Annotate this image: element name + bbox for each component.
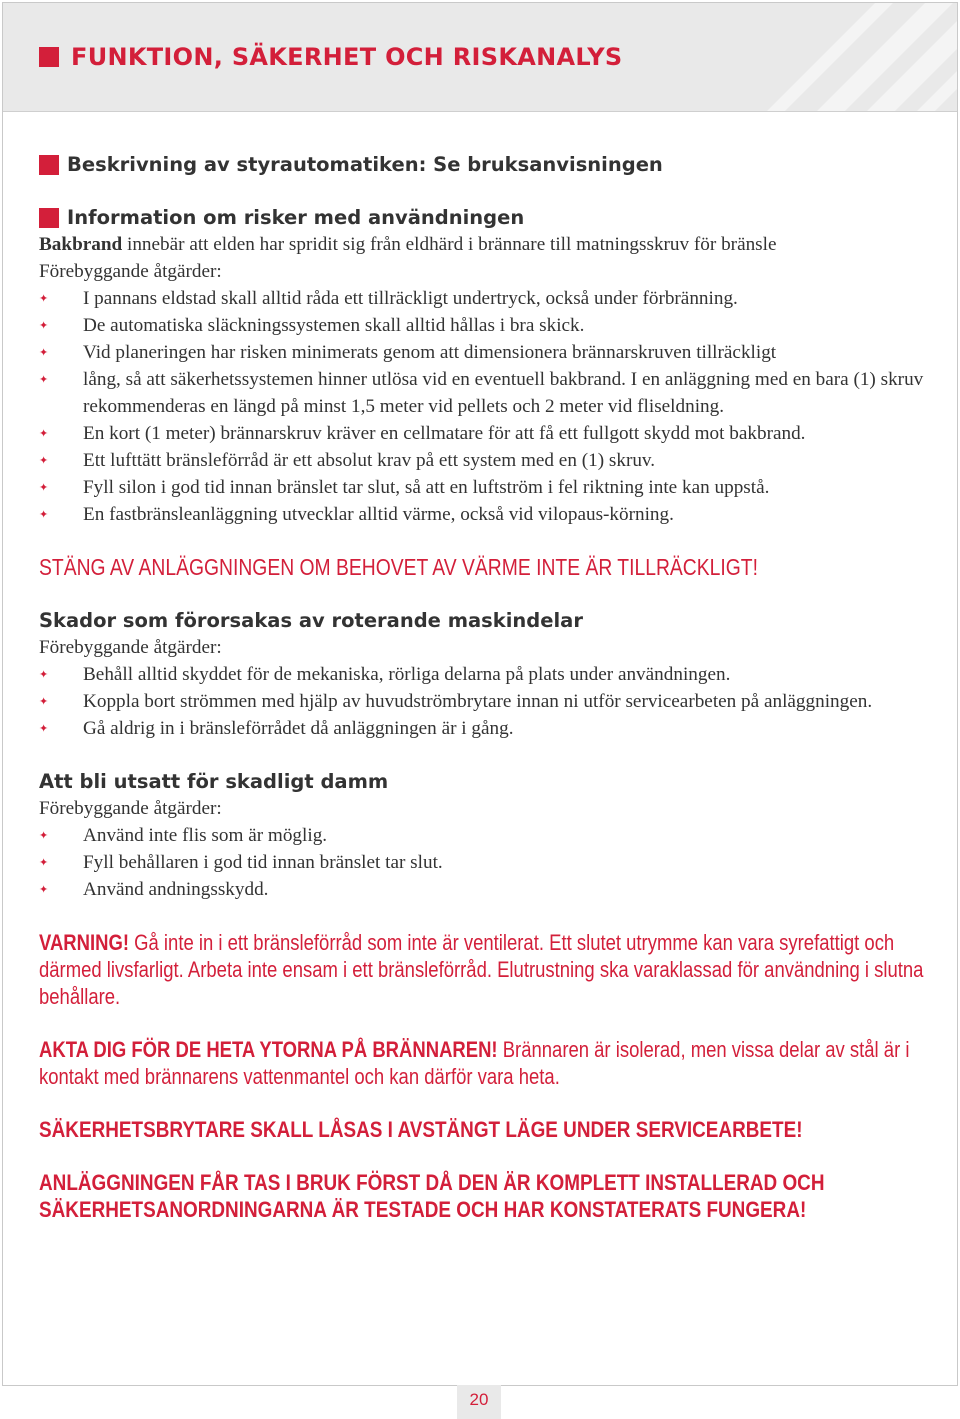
bullet-icon [39,501,49,528]
list-item-text: Fyll behållaren i god tid innan bränslet tar slut. [83,852,443,873]
list-item [39,474,929,501]
list-item-text: Ett lufttätt bränsleförråd är ett absolut krav på ett system med en (1) skruv. [83,450,656,471]
page-header [3,3,957,112]
list-item-text: Fyll silon i god tid innan bränslet tar slut, så att en luftström i fel riktning inte kan uppstå. [83,477,770,498]
warning-keyword: AKTA DIG FÖR DE HETA YTORNA PÅ BRÄNNAREN! [39,1037,498,1062]
section-heading-dust: Att bli utsatt för skadligt damm [39,770,389,793]
list-item-text: Använd andningsskydd. [83,879,269,900]
list-item [39,661,929,688]
bullet-icon [39,285,49,312]
header-square-icon [39,47,59,67]
bullet-icon [39,688,49,715]
warning-keyword: VARNING! [39,930,130,955]
content [39,151,929,1223]
list-item-text: Använd inte flis som är möglig. [83,825,328,846]
list-item [39,688,929,715]
list-item-text: Vid planeringen har risken minimerats genom att dimensionera brännarskruven tillräckligt [83,342,777,363]
list-item [39,312,929,339]
decorative-stripes [697,3,957,111]
heading-square-icon [39,208,59,228]
list-item [39,285,929,312]
warning-text: Brännaren är isolerad, men vissa delar av stål är i kontakt med brännarens vattenmantel och kan därför vara heta. [39,1037,910,1089]
section-heading-rotating-parts: Skador som förorsakas av roterande maskindelar [39,609,583,632]
bullet-icon [39,339,49,366]
warning-hot-surfaces [39,1036,929,1090]
bullet-icon [39,661,49,688]
dust-list [39,822,929,903]
list-item-text: I pannans eldstad skall alltid råda ett tillräckligt undertryck, också under förbränning. [83,288,738,309]
page-number: 20 [457,1385,501,1419]
bullet-icon [39,366,49,393]
warning-text: Gå inte in i ett bränsleförråd som inte är ventilerat. Ett slutet utrymme kan vara syrefattigt och därmed livsfarligt. Arbeta inte ensam i ett bränsleförråd. Elutrustning ska varaklassad för användning i slutna behållare. [39,930,924,1009]
list-item [39,501,929,528]
list-item [39,420,929,447]
page-title: FUNKTION, SÄKERHET OCH RISKANALYS [71,43,623,71]
list-item [39,849,929,876]
list-item-text: De automatiska släckningssystemen skall alltid hållas i bra skick. [83,315,585,336]
bullet-icon [39,715,49,742]
preventive-label: Förebyggande åtgärder: [39,798,222,819]
list-item [39,366,929,420]
list-item-text: En fastbränsleanläggning utvecklar alltid värme, också vid vilopaus-körning. [83,504,674,525]
list-item [39,876,929,903]
list-item [39,715,929,742]
warning-ventilation [39,929,929,1010]
warning-safety-switch: SÄKERHETSBRYTARE SKALL LÅSAS I AVSTÄNGT LÄGE UNDER SERVICEARBETE! [39,1117,803,1142]
risk-measures-list [39,285,929,528]
heading-text: Beskrivning av styrautomatiken: Se bruksanvisningen [67,153,663,176]
section-heading-automation [39,151,929,178]
heading-square-icon [39,155,59,175]
bullet-icon [39,822,49,849]
bullet-icon [39,474,49,501]
backfire-definition [39,231,929,258]
section-heading-risks [39,204,929,231]
list-item-text: Behåll alltid skyddet för de mekaniska, rörliga delarna på plats under användningen. [83,664,731,685]
bullet-icon [39,447,49,474]
bullet-icon [39,420,49,447]
page-frame [2,2,958,1386]
list-item-text: Gå aldrig in i bränsleförrådet då anläggningen är i gång. [83,718,514,739]
definition-text: innebär att elden har spridit sig från eldhärd i brännare till matningsskruv för bränsle [122,234,777,255]
term-bakbrand: Bakbrand [39,234,123,255]
warning-commissioning-line2: SÄKERHETSANORDNINGARNA ÄR TESTADE OCH HAR KONSTATERATS FUNGERA! [39,1197,807,1222]
list-item-text: lång, så att säkerhetssystemen hinner utlösa vid en eventuell bakbrand. I en anläggning med en bara (1) skruv rekommenderas en längd på minst 1,5 meter vid pellets och 2 meter vid fliseldning. [83,369,924,417]
heading-text: Information om risker med användningen [67,206,525,229]
bullet-icon [39,312,49,339]
list-item [39,339,929,366]
bullet-icon [39,876,49,903]
warning-turn-off: STÄNG AV ANLÄGGNINGEN OM BEHOVET AV VÄRME INTE ÄR TILLRÄCKLIGT! [39,554,758,580]
list-item [39,447,929,474]
list-item-text: Koppla bort strömmen med hjälp av huvudströmbrytare innan ni utför servicearbeten på anläggningen. [83,691,873,712]
preventive-label: Förebyggande åtgärder: [39,637,222,658]
list-item [39,822,929,849]
warning-commissioning-line1: ANLÄGGNINGEN FÅR TAS I BRUK FÖRST DÅ DEN ÄR KOMPLETT INSTALLERAD OCH [39,1170,825,1195]
preventive-label: Förebyggande åtgärder: [39,261,222,282]
list-item-text: En kort (1 meter) brännarskruv kräver en cellmatare för att få ett fullgott skydd mot bakbrand. [83,423,806,444]
bullet-icon [39,849,49,876]
rotating-parts-list [39,661,929,742]
